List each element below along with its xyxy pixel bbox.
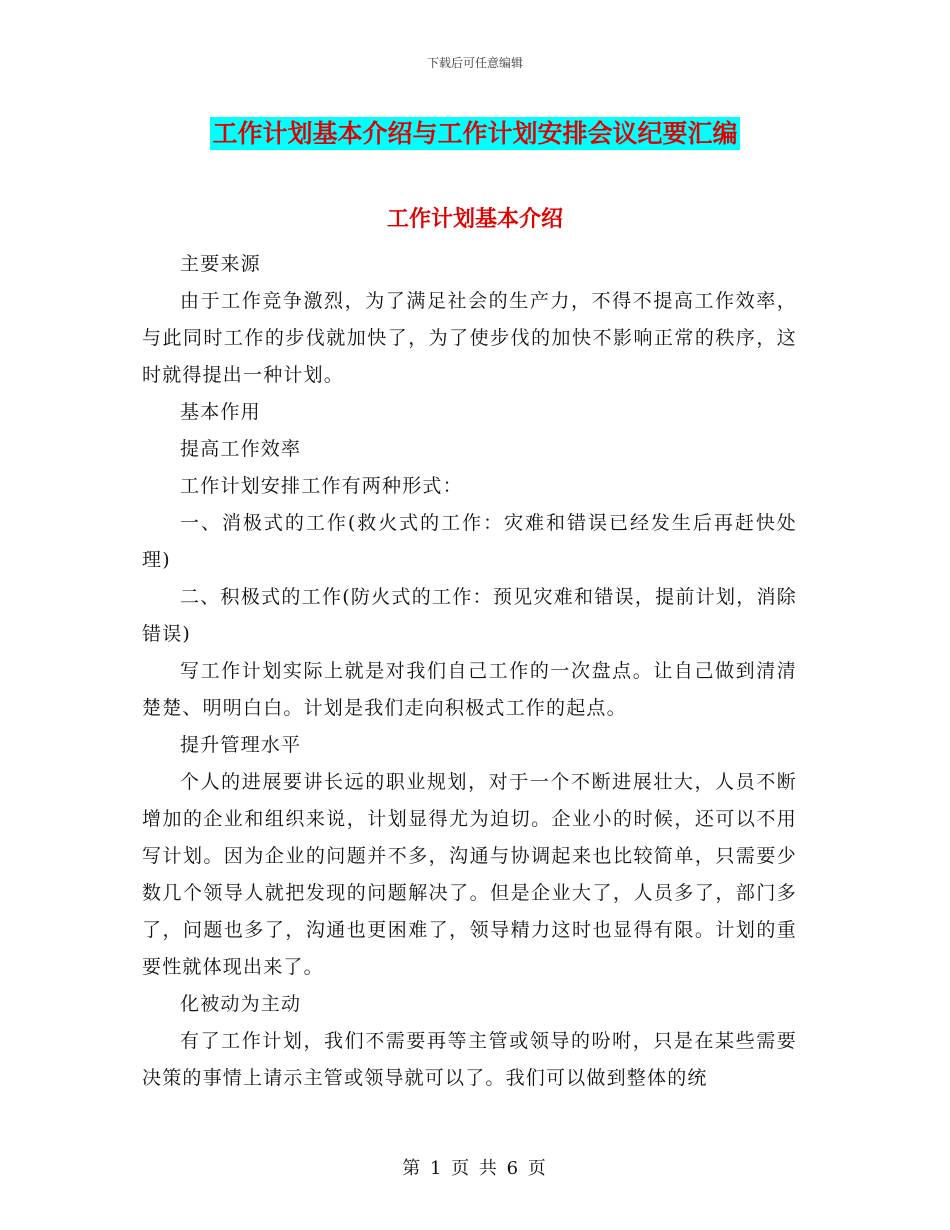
- paragraph: 由于工作竞争激烈，为了满足社会的生产力，不得不提高工作效率，与此同时工作的步伐就加快了，为了使步伐的加快不影响正常的秩序，这时就得提出一种计划。: [142, 290, 797, 386]
- document-title: [0, 114, 950, 150]
- paragraph: 提升管理水平: [180, 734, 302, 756]
- document-body: [142, 246, 797, 1097]
- paragraph: 工作计划安排工作有两种形式：: [180, 475, 463, 497]
- paragraph: 一、消极式的工作(救火式的工作：灾难和错误已经发生后再赶快处理): [142, 512, 797, 571]
- paragraph: 基本作用: [180, 401, 261, 423]
- paragraph: 写工作计划实际上就是对我们自己工作的一次盘点。让自己做到清清楚楚、明明白白。计划是我们走向积极式工作的起点。: [142, 660, 797, 719]
- paragraph: 化被动为主动: [180, 993, 302, 1015]
- paragraph: 二、积极式的工作(防火式的工作：预见灾难和错误，提前计划，消除错误): [142, 586, 797, 645]
- section-title: 工作计划基本介绍: [386, 206, 563, 232]
- paragraph: 主要来源: [180, 253, 261, 275]
- paragraph: 有了工作计划，我们不需要再等主管或领导的吩咐，只是在某些需要决策的事情上请示主管或领导就可以了。我们可以做到整体的统: [142, 1030, 797, 1089]
- paragraph: 个人的进展要讲长远的职业规划，对于一个不断进展壮大，人员不断增加的企业和组织来说，计划显得尤为迫切。企业小的时候，还可以不用写计划。因为企业的问题并不多，沟通与协调起来也比较简单，只需要少数几个领导人就把发现的问题解决了。但是企业大了，人员多了，部门多了，问题也多了，沟通也更困难了，领导精力这时也显得有限。计划的重要性就体现出来了。: [142, 771, 797, 978]
- page-footer: 第 1 页 共 6 页: [402, 1158, 548, 1179]
- document-title-text: 工作计划基本介绍与工作计划安排会议纪要汇编: [212, 119, 738, 148]
- paragraph: 提高工作效率: [180, 438, 302, 460]
- header-note: 下载后可任意编辑: [426, 56, 523, 70]
